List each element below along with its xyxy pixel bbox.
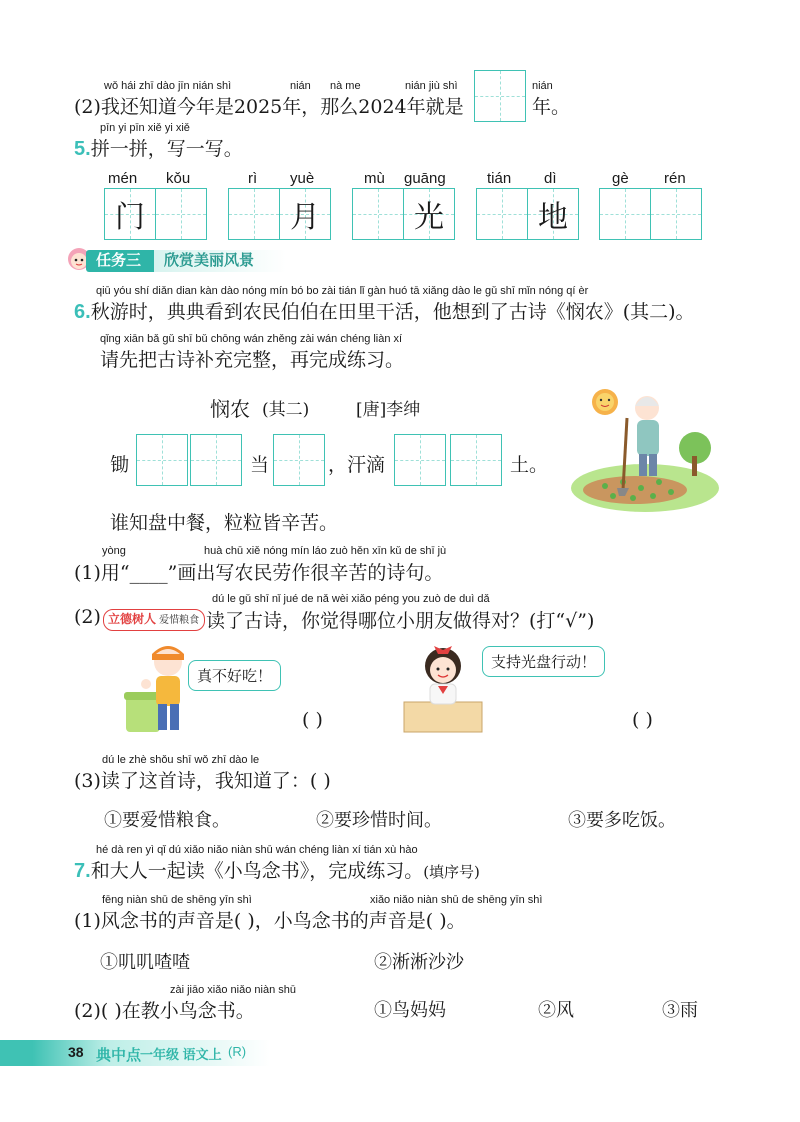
q5-text: 拼一拼，写一写。 (90, 138, 243, 160)
q6-2-text: 读了古诗，你觉得哪位小朋友做得对？(打“√”) (206, 610, 595, 632)
q7-2-label: (2) (74, 1000, 101, 1022)
pinyin-men: mén (108, 170, 138, 187)
bubble-right: 支持光盘行动！ (482, 646, 605, 677)
q6-1-label: (1) (74, 562, 101, 584)
word-box-tian[interactable] (476, 188, 528, 240)
pinyin-yue: yuè (290, 170, 315, 187)
pinyin-kou: kǒu (166, 170, 191, 187)
poem-text-handi: ，汗滴 (328, 454, 386, 476)
q7-2-line (74, 996, 255, 1023)
poem-char-dang: 当 (250, 454, 270, 476)
pinyin-ren: rén (664, 170, 686, 187)
pinyin-ri: rì (248, 170, 258, 187)
pinyin-q4-2b: nián (290, 80, 311, 92)
q6-1-line (74, 558, 443, 585)
pinyin-q4-2e: nián (532, 80, 553, 92)
q6-3-label: (3) (74, 770, 101, 792)
q7-2-text: ( )在教小鸟念书。 (100, 1000, 255, 1022)
poem-box-4[interactable] (394, 434, 446, 486)
answer-box-2024[interactable] (474, 70, 526, 122)
q6-3-option-2: ②要珍惜时间。 (316, 810, 442, 831)
paren-right[interactable]: ( ) (632, 709, 653, 731)
char-guang: 光 (414, 200, 444, 235)
q4-2-label: (2) (74, 96, 101, 118)
farmer-illustration (565, 378, 725, 518)
q6-text1: 秋游时，典典看到农民伯伯在田里干活，他想到了古诗《悯农》(其二)。 (90, 301, 695, 323)
q7-1-label: (1) (74, 910, 101, 932)
bubble-left: 真不好吃！ (188, 660, 281, 691)
pinyin-tian: tián (487, 170, 512, 187)
task-label: 任务三 (86, 250, 156, 272)
q6-3-option-1: ①要爱惜粮食。 (104, 810, 230, 831)
q6-2-label: (2) (74, 606, 101, 628)
pinyin-q7: hé dà ren yì qǐ dú xiǎo niǎo niàn shū wán chéng liàn xí tián xù hào (96, 844, 418, 856)
pinyin-q6-1b: huà chū xiě nóng mín láo zuò hěn xīn kǔ de shī jù (204, 545, 447, 557)
q6-3-option-3: ③要多吃饭。 (568, 810, 676, 831)
q6-3-line (74, 766, 331, 793)
boy-illustration (110, 640, 200, 736)
q6-line1 (74, 297, 695, 324)
pinyin-q4-2: wǒ hái zhī dào jīn nián shì (104, 80, 232, 92)
pinyin-q7-2: zài jiāo xiǎo niǎo niàn shū (170, 984, 296, 996)
footer-brand: 典中点 (96, 1047, 142, 1064)
badge-red-text: 立德树人 (108, 612, 157, 626)
poem-subtitle: (其二) (262, 400, 310, 420)
badge-lide (103, 609, 205, 631)
char-men: 门 (115, 200, 145, 235)
pinyin-q6-2: qǐng xiān bǎ gǔ shī bǔ chōng wán zhěng zài wán chéng liàn xí (100, 333, 403, 345)
poem-char-chu: 锄 (110, 454, 130, 476)
poem-title: 悯农 (210, 397, 250, 421)
pinyin-q6-1: qiū yóu shí diǎn dian kàn dào nóng mín bó bo zài tián lǐ gàn huó tā xiǎng dào le gǔ shī mǐn nóng qí èr (96, 285, 589, 297)
poem-box-2[interactable] (190, 434, 242, 486)
pinyin-q7-1a: fēng niàn shū de shēng yīn shì (102, 894, 252, 906)
pinyin-q4-2c: nà me (330, 80, 361, 92)
q7-line (74, 856, 480, 883)
pinyin-guang: guāng (404, 170, 446, 187)
task-banner (66, 250, 286, 272)
q7-1-option-1: ①叽叽喳喳 (100, 952, 190, 973)
poem-box-3[interactable] (273, 434, 325, 486)
q4-2-tail: 年。 (532, 96, 571, 118)
pinyin-mu: mù (364, 170, 385, 187)
q5-line (74, 134, 243, 161)
char-di: 地 (538, 200, 568, 235)
char-yue: 月 (290, 200, 320, 235)
poem-line2: 谁知盘中餐，粒粒皆辛苦。 (110, 512, 339, 534)
page-number: 38 (68, 1044, 84, 1060)
q7-1-text: 风念书的声音是( )，小鸟念书的声音是( )。 (100, 910, 466, 932)
word-box-ren[interactable] (650, 188, 702, 240)
word-box-men[interactable] (104, 188, 156, 240)
poem-box-5[interactable] (450, 434, 502, 486)
q6-3-text: 读了这首诗，我知道了：( ) (100, 770, 331, 792)
q7-number: 7. (74, 860, 91, 882)
pinyin-q5: pīn yi pīn xiě yi xiě (100, 122, 190, 134)
poem-char-tu: 土。 (510, 454, 549, 476)
word-box-ge[interactable] (599, 188, 651, 240)
q7-2-option-2: ②风 (538, 1000, 574, 1021)
pinyin-di: dì (544, 170, 557, 187)
poem-box-1[interactable] (136, 434, 188, 486)
girl-illustration (398, 636, 488, 736)
word-box-mu[interactable] (352, 188, 404, 240)
word-box-di[interactable] (527, 188, 579, 240)
pinyin-ge: gè (612, 170, 629, 187)
q7-text: 和大人一起读《小鸟念书》，完成练习。 (90, 860, 424, 882)
badge-small-text: 爱惜粮食 (159, 615, 200, 626)
word-box-guang[interactable] (403, 188, 455, 240)
q7-2-option-3: ③雨 (662, 1000, 698, 1021)
q7-small: (填序号) (423, 863, 480, 881)
q4-2-line (74, 92, 464, 119)
q6-text2: 请先把古诗补充完整，再完成练习。 (100, 349, 405, 371)
word-box-kou[interactable] (155, 188, 207, 240)
word-box-ri[interactable] (228, 188, 280, 240)
pinyin-q4-2d: nián jiù shì (405, 80, 458, 92)
task-title: 欣赏美丽风景 (154, 250, 286, 272)
q7-2-option-1: ①鸟妈妈 (374, 1000, 446, 1021)
q6-1-text: 用“____”画出写农民劳作很辛苦的诗句。 (100, 562, 444, 584)
q5-number: 5. (74, 138, 91, 160)
q6-number: 6. (74, 301, 91, 323)
q4-2-text: 我还知道今年是2025年，那么2024年就是 (100, 96, 464, 118)
pinyin-q6-3: dú le zhè shǒu shī wǒ zhī dào le (102, 754, 260, 766)
footer-edition: (R) (228, 1044, 247, 1059)
footer-grade: 一年级 语文上 (140, 1047, 222, 1062)
pinyin-q6-2: dú le gǔ shī nǐ jué de nǎ wèi xiǎo péng you zuò de duì dǎ (212, 593, 490, 605)
q7-1-line (74, 906, 466, 933)
paren-left[interactable]: ( ) (302, 709, 323, 731)
poem-author: [唐]李绅 (356, 400, 421, 420)
pinyin-q7-1b: xiǎo niǎo niàn shū de shēng yīn shì (370, 894, 543, 906)
pinyin-q6-1a: yòng (102, 545, 126, 557)
word-box-yue[interactable] (279, 188, 331, 240)
q7-1-option-2: ②淅淅沙沙 (374, 952, 464, 973)
